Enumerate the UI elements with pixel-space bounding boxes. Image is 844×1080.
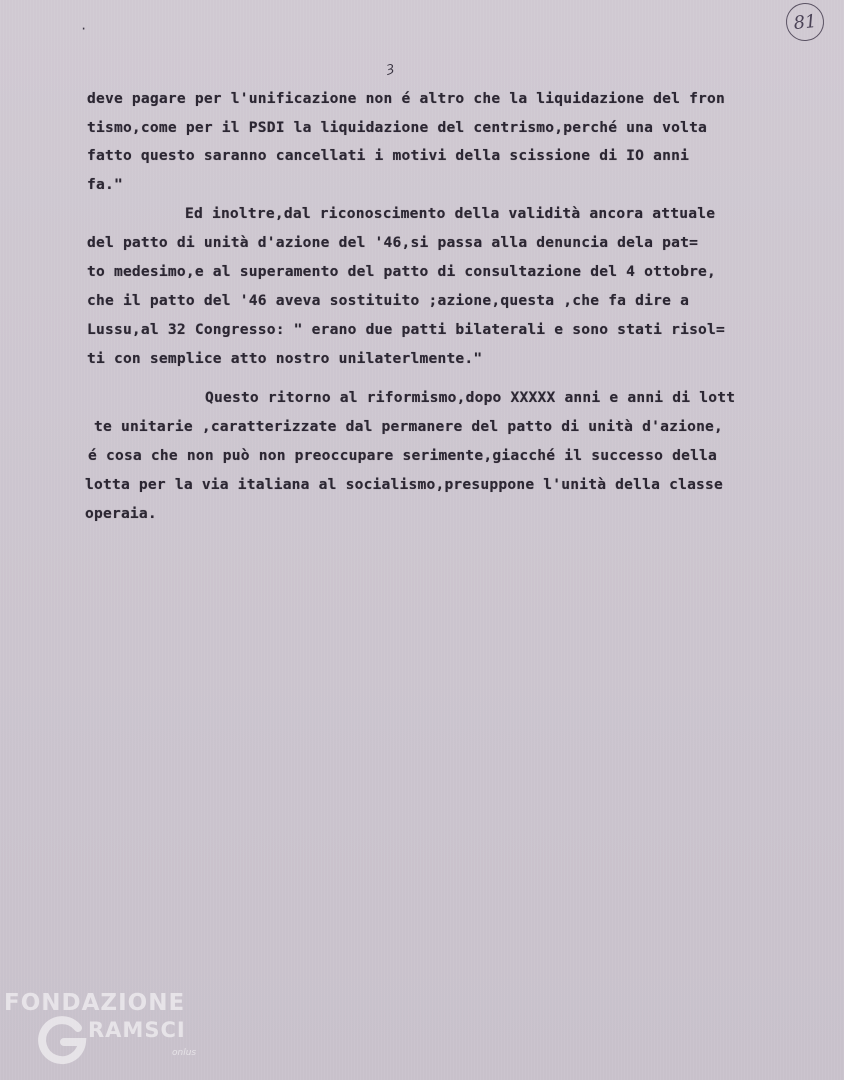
text-line: to medesimo,e al superamento del patto di consultazione del 4 ottobre, (87, 263, 717, 280)
text-line: é cosa che non può non preoccupare serimente,giacché il successo della (88, 447, 718, 464)
logo-text-fondazione: FONDAZIONE (4, 990, 186, 1016)
text-line: Ed inoltre,dal riconoscimento della validità ancora attuale (185, 205, 716, 222)
text-line: deve pagare per l'unificazione non é altro che la liquidazione del fron (87, 90, 726, 107)
logo-text-onlus: onlus (172, 1048, 197, 1058)
text-line: Lussu,al 32 Congresso: " erano due patti bilaterali e sono stati risol= (87, 321, 726, 338)
text-line: ti con semplice atto nostro unilaterlmente." (87, 350, 483, 367)
logo-text-gramsci: RAMSCI (88, 1018, 186, 1042)
text-line: del patto di unità d'azione del '46,si passa alla denuncia dela pat= (87, 234, 699, 251)
text-line: Questo ritorno al riformismo,dopo XXXXX anni e anni di lott (205, 389, 736, 406)
logo-g-icon (34, 1012, 90, 1068)
text-line: tismo,come per il PSDI la liquidazione del centrismo,perché una volta (87, 119, 708, 136)
fondazione-gramsci-watermark (4, 990, 224, 1076)
top-mark: ȝ (386, 60, 395, 76)
text-line: che il patto del '46 aveva sostituito ;azione,questa ,che fa dire a (87, 292, 690, 309)
text-line: lotta per la via italiana al socialismo,presuppone l'unità della classe (85, 476, 724, 493)
corner-mark: · (80, 22, 88, 36)
text-line: te unitarie ,caratterizzate dal permanere del patto di unità d'azione, (94, 418, 724, 435)
text-line: operaia. (85, 505, 157, 522)
page-number-stamp (784, 1, 826, 43)
page-number-text: 81 (792, 10, 818, 34)
text-line: fatto questo saranno cancellati i motivi della scissione di IO anni (87, 147, 690, 164)
text-line: fa." (87, 176, 123, 193)
